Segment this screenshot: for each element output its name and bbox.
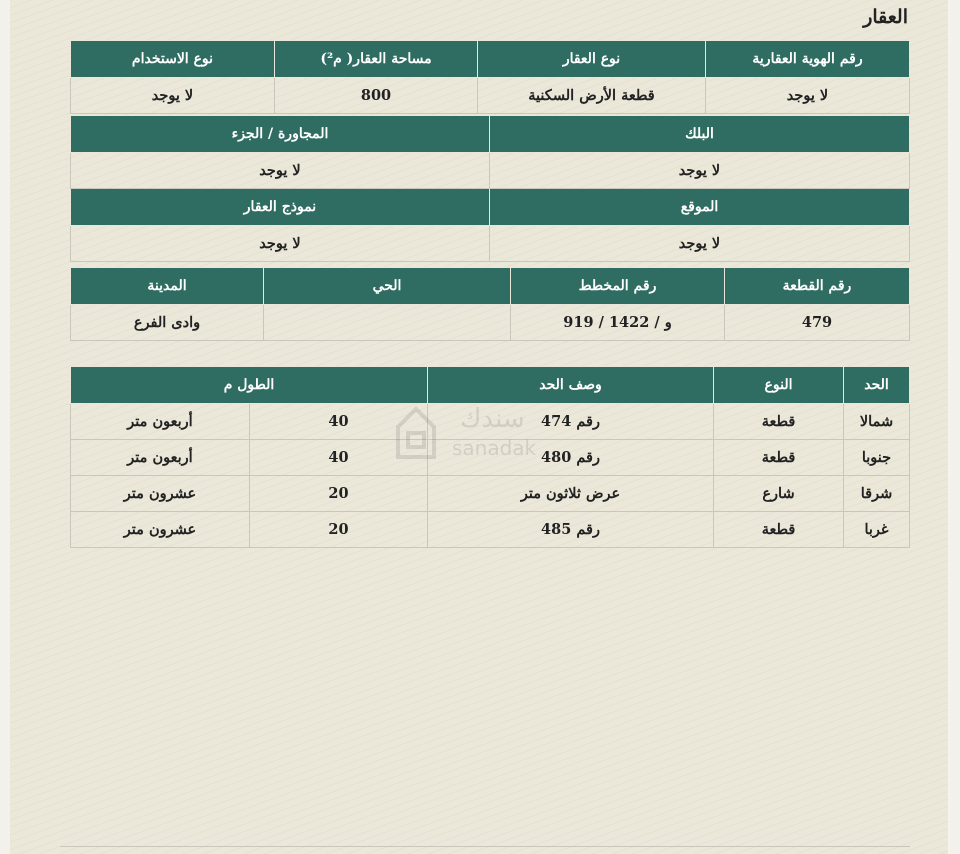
value-location: لا يوجد	[490, 226, 910, 262]
boundary-length-text: عشرون متر	[71, 476, 250, 512]
boundary-type: قطعة	[714, 440, 844, 476]
header-usage-type: نوع الاستخدام	[71, 41, 275, 78]
boundary-side: شرقا	[844, 476, 910, 512]
header-length: الطول م	[71, 367, 428, 404]
boundary-length: 20	[250, 512, 428, 548]
plan-number-text: 919 / و / 1422	[563, 314, 672, 331]
boundary-length: 40	[250, 440, 428, 476]
header-property-area: مساحة العقار( م²)	[275, 41, 478, 78]
header-boundary: الحد	[844, 367, 910, 404]
boundary-type: قطعة	[714, 512, 844, 548]
value-neighborhood-part: لا يوجد	[71, 153, 490, 189]
header-neighborhood-part: المجاورة / الجزء	[71, 116, 490, 153]
right-margin	[950, 0, 960, 854]
property-info-table	[70, 40, 910, 114]
header-property-id: رقم الهوية العقارية	[706, 41, 910, 78]
header-property-type: نوع العقار	[478, 41, 706, 78]
boundaries-table	[70, 366, 910, 548]
boundary-length: 40	[250, 404, 428, 440]
value-plan-number	[511, 305, 725, 341]
left-margin	[0, 0, 10, 854]
table-row	[71, 404, 910, 440]
value-usage-type: لا يوجد	[71, 78, 275, 114]
boundary-side: شمالا	[844, 404, 910, 440]
header-boundary-type: النوع	[714, 367, 844, 404]
location-table	[70, 115, 910, 262]
header-plot-number: رقم القطعة	[725, 268, 910, 305]
section-title: العقار	[863, 6, 908, 28]
value-property-id: لا يوجد	[706, 78, 910, 114]
boundary-description: رقم 474	[428, 404, 714, 440]
boundary-length: 20	[250, 476, 428, 512]
boundary-length-text: أربعون متر	[71, 440, 250, 476]
boundary-side: جنوبا	[844, 440, 910, 476]
value-city: وادى الفرع	[71, 305, 264, 341]
boundary-length-text: أربعون متر	[71, 404, 250, 440]
boundary-length-text: عشرون متر	[71, 512, 250, 548]
value-plot-number: 479	[725, 305, 910, 341]
bottom-divider	[60, 846, 910, 847]
header-location: الموقع	[490, 189, 910, 226]
header-plan-number: رقم المخطط	[511, 268, 725, 305]
boundary-type: شارع	[714, 476, 844, 512]
boundary-description: رقم 480	[428, 440, 714, 476]
value-district	[264, 305, 511, 341]
value-block: لا يوجد	[490, 153, 910, 189]
boundary-type: قطعة	[714, 404, 844, 440]
table-row	[71, 476, 910, 512]
header-city: المدينة	[71, 268, 264, 305]
plot-table	[70, 267, 910, 341]
boundary-side: غربا	[844, 512, 910, 548]
table-row	[71, 512, 910, 548]
value-property-model: لا يوجد	[71, 226, 490, 262]
header-boundary-description: وصف الحد	[428, 367, 714, 404]
header-district: الحي	[264, 268, 511, 305]
header-property-model: نموذج العقار	[71, 189, 490, 226]
header-block: البلك	[490, 116, 910, 153]
boundary-description: عرض ثلاثون متر	[428, 476, 714, 512]
boundary-description: رقم 485	[428, 512, 714, 548]
value-property-type: قطعة الأرض السكنية	[478, 78, 706, 114]
table-row	[71, 440, 910, 476]
value-property-area: 800	[275, 78, 478, 114]
